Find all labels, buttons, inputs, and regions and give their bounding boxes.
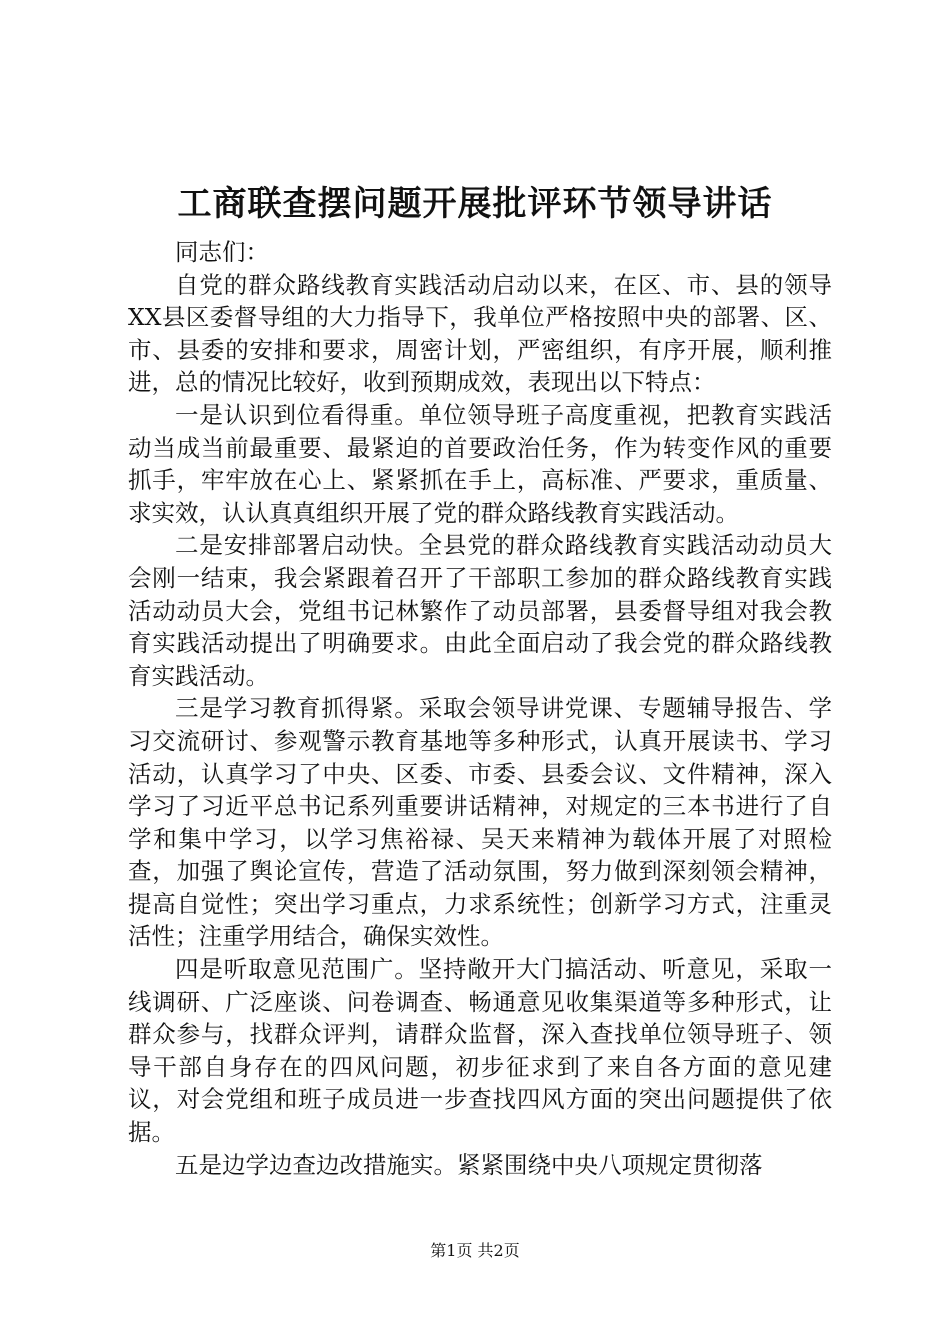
greeting-paragraph: 同志们： <box>175 238 269 266</box>
body-paragraph: 四是听取意见范围广。坚持敞开大门搞活动、听意见，采取一线调研、广泛座谈、问卷调查、畅通意见收集渠道等多种形式，让群众参与，找群众评判，请群众监督，深入查找单位领导班子、领导干部自身存在的四风问题，初步征求到了来自各方面的意见建议，对会党组和班子成员进一步查找四风方面的突出问题提供了依据。 <box>128 955 832 1147</box>
body-paragraph: 五是边学边查边改措施实。紧紧围绕中央八项规定贯彻落 <box>175 1150 763 1179</box>
body-paragraph: 三是学习教育抓得紧。采取会领导讲党课、专题辅导报告、学习交流研讨、参观警示教育基地等多种形式，认真开展读书、学习活动，认真学习了中央、区委、市委、县委会议、文件精神，深入学习了习近平总书记系列重要讲话精神，对规定的三本书进行了自学和集中学习，以学习焦裕禄、吴天来精神为载体开展了对照检查，加强了舆论宣传，营造了活动氛围，努力做到深刻领会精神，提高自觉性；突出学习重点，力求系统性；创新学习方式，注重灵活性；注重学用结合，确保实效性。 <box>128 694 832 951</box>
body-paragraph: 自党的群众路线教育实践活动启动以来，在区、市、县的领导XX县区委督导组的大力指导下，我单位严格按照中央的部署、区、市、县委的安排和要求，周密计划，严密组织，有序开展，顺利推进，总的情况比较好，收到预期成效，表现出以下特点： <box>128 270 832 397</box>
document-body <box>128 236 832 1181</box>
body-paragraph: 一是认识到位看得重。单位领导班子高度重视，把教育实践活动当成当前最重要、最紧迫的首要政治任务，作为转变作风的重要抓手，牢牢放在心上、紧紧抓在手上，高标准、严要求，重质量、求实效，认认真真组织开展了党的群众路线教育实践活动。 <box>128 400 832 527</box>
body-paragraph: 二是安排部署启动快。全县党的群众路线教育实践活动动员大会刚一结束，我会紧跟着召开了干部职工参加的群众路线教育实践活动动员大会，党组书记林繁作了动员部署，县委督导组对我会教育实践活动提出了明确要求。由此全面启动了我会党的群众路线教育实践活动。 <box>128 531 832 690</box>
document-title: 工商联查摆问题开展批评环节领导讲话 <box>177 184 773 224</box>
page-number-footer: 第1页 共2页 <box>430 1241 520 1260</box>
